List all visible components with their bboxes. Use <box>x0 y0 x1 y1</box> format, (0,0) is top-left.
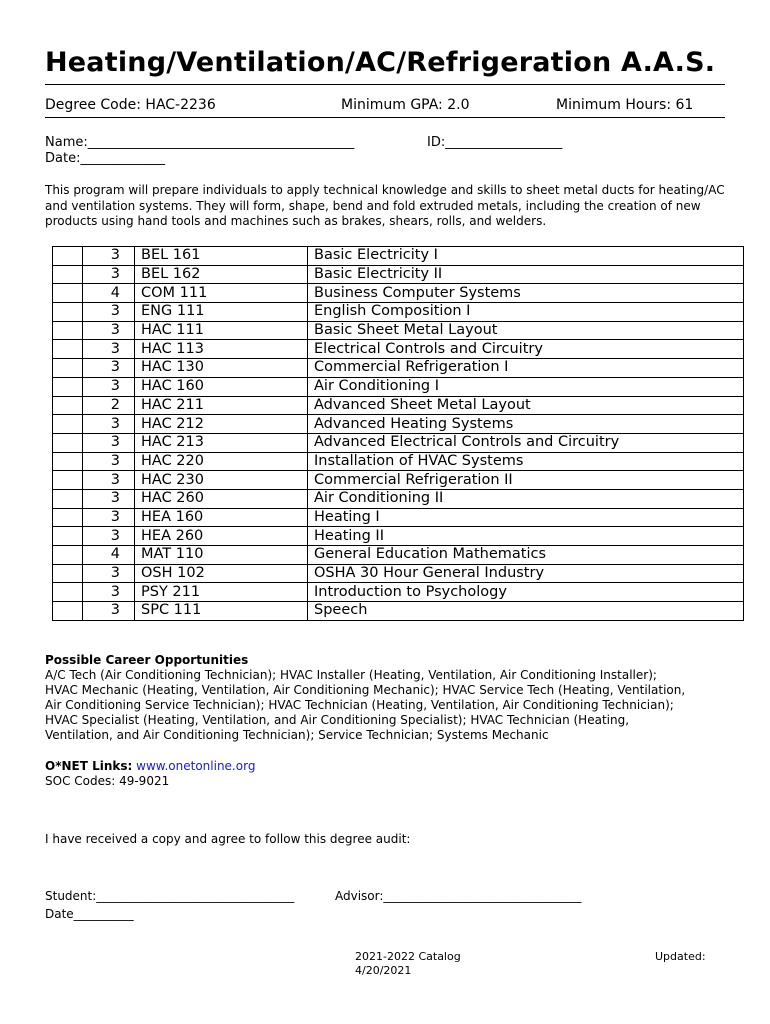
footer-catalog <box>355 950 461 978</box>
course-checkbox-cell[interactable] <box>53 284 83 303</box>
course-checkbox-cell[interactable] <box>53 583 83 602</box>
course-row <box>53 303 744 322</box>
course-row <box>53 452 744 471</box>
course-row <box>53 471 744 490</box>
course-row <box>53 546 744 565</box>
minimum-hours: Minimum Hours: 61 <box>556 97 694 113</box>
catalog-date: 4/20/2021 <box>355 964 412 977</box>
course-row <box>53 359 744 378</box>
career-line: A/C Tech (Air Conditioning Technician); HVAC Installer (Heating, Ventilation, Air Conditioning Installer); <box>45 668 657 682</box>
course-checkbox-cell[interactable] <box>53 433 83 452</box>
course-code: HAC 220 <box>135 452 308 471</box>
course-hours: 3 <box>83 452 135 471</box>
career-line: HVAC Specialist (Heating, Ventilation, and Air Conditioning Specialist); HVAC Technician (Heating, <box>45 713 630 727</box>
course-name: General Education Mathematics <box>308 546 744 565</box>
course-row <box>53 527 744 546</box>
course-name: OSHA 30 Hour General Industry <box>308 564 744 583</box>
course-code: HAC 211 <box>135 396 308 415</box>
degree-meta <box>45 97 725 118</box>
course-row <box>53 396 744 415</box>
course-code: HAC 160 <box>135 377 308 396</box>
course-code: ENG 111 <box>135 303 308 322</box>
course-hours: 4 <box>83 284 135 303</box>
footer-updated: Updated: <box>655 950 706 963</box>
course-name: Business Computer Systems <box>308 284 744 303</box>
course-code: HAC 113 <box>135 340 308 359</box>
career-line: HVAC Mechanic (Heating, Ventilation, Air Conditioning Mechanic); HVAC Service Tech (Heating, Ventilation, <box>45 683 686 697</box>
id-field[interactable]: ID:__________________ <box>427 135 563 150</box>
course-name: Basic Electricity I <box>308 247 744 266</box>
course-checkbox-cell[interactable] <box>53 396 83 415</box>
program-description: This program will prepare individuals to apply technical knowledge and skills to sheet metal ducts for heating/AC and ventilation systems. They will form, shape, bend and fold extruded metals, including the creation of new products using hand tools and machines such as brakes, shears, rolls, and welders. <box>45 183 725 228</box>
course-hours: 3 <box>83 527 135 546</box>
onet-section <box>45 759 725 789</box>
course-hours: 3 <box>83 359 135 378</box>
course-name: Heating I <box>308 508 744 527</box>
course-code: OSH 102 <box>135 564 308 583</box>
course-checkbox-cell[interactable] <box>53 508 83 527</box>
course-checkbox-cell[interactable] <box>53 247 83 266</box>
minimum-gpa: Minimum GPA: 2.0 <box>341 97 470 113</box>
name-field[interactable]: Name:_________________________________________ <box>45 135 355 150</box>
course-row <box>53 508 744 527</box>
course-hours: 3 <box>83 471 135 490</box>
course-checkbox-cell[interactable] <box>53 321 83 340</box>
course-code: SPC 111 <box>135 602 308 621</box>
course-checkbox-cell[interactable] <box>53 377 83 396</box>
course-code: HEA 160 <box>135 508 308 527</box>
course-name: Advanced Electrical Controls and Circuitry <box>308 433 744 452</box>
course-hours: 3 <box>83 564 135 583</box>
student-signature-field[interactable]: Student:_________________________________ <box>45 889 295 903</box>
catalog-year: 2021-2022 Catalog <box>355 950 461 963</box>
career-heading: Possible Career Opportunities <box>45 653 249 667</box>
course-row <box>53 433 744 452</box>
course-name: Advanced Heating Systems <box>308 415 744 434</box>
soc-codes: SOC Codes: 49-9021 <box>45 774 170 788</box>
course-row <box>53 247 744 266</box>
course-checkbox-cell[interactable] <box>53 265 83 284</box>
onet-label: O*NET Links: <box>45 759 133 773</box>
course-name: Basic Electricity II <box>308 265 744 284</box>
course-checkbox-cell[interactable] <box>53 546 83 565</box>
course-row <box>53 377 744 396</box>
course-name: Advanced Sheet Metal Layout <box>308 396 744 415</box>
course-code: HAC 111 <box>135 321 308 340</box>
course-checkbox-cell[interactable] <box>53 303 83 322</box>
page-title: Heating/Ventilation/AC/Refrigeration A.A.S. <box>45 44 725 85</box>
course-name: Installation of HVAC Systems <box>308 452 744 471</box>
course-row <box>53 340 744 359</box>
course-hours: 3 <box>83 583 135 602</box>
course-code: HEA 260 <box>135 527 308 546</box>
course-row <box>53 489 744 508</box>
course-code: COM 111 <box>135 284 308 303</box>
course-hours: 3 <box>83 602 135 621</box>
course-checkbox-cell[interactable] <box>53 452 83 471</box>
course-hours: 3 <box>83 340 135 359</box>
course-hours: 3 <box>83 489 135 508</box>
signature-date-field[interactable]: Date__________ <box>45 907 134 921</box>
course-hours: 2 <box>83 396 135 415</box>
onet-link[interactable]: www.onetonline.org <box>136 759 256 773</box>
course-code: PSY 211 <box>135 583 308 602</box>
course-checkbox-cell[interactable] <box>53 340 83 359</box>
course-row <box>53 583 744 602</box>
course-name: English Composition I <box>308 303 744 322</box>
course-table <box>52 246 744 621</box>
course-checkbox-cell[interactable] <box>53 471 83 490</box>
course-row <box>53 415 744 434</box>
course-hours: 3 <box>83 415 135 434</box>
course-name: Air Conditioning II <box>308 489 744 508</box>
course-checkbox-cell[interactable] <box>53 527 83 546</box>
advisor-signature-field[interactable]: Advisor:_________________________________ <box>335 889 582 903</box>
career-opportunities <box>45 653 735 743</box>
course-code: MAT 110 <box>135 546 308 565</box>
agreement-text: I have received a copy and agree to follow this degree audit: <box>45 832 411 846</box>
course-hours: 3 <box>83 321 135 340</box>
course-code: HAC 213 <box>135 433 308 452</box>
course-checkbox-cell[interactable] <box>53 489 83 508</box>
course-hours: 3 <box>83 265 135 284</box>
course-code: HAC 230 <box>135 471 308 490</box>
course-name: Commercial Refrigeration II <box>308 471 744 490</box>
course-code: BEL 161 <box>135 247 308 266</box>
degree-code: Degree Code: HAC-2236 <box>45 97 216 113</box>
course-name: Electrical Controls and Circuitry <box>308 340 744 359</box>
course-code: HAC 260 <box>135 489 308 508</box>
course-checkbox-cell[interactable] <box>53 602 83 621</box>
course-row <box>53 602 744 621</box>
course-row <box>53 265 744 284</box>
course-checkbox-cell[interactable] <box>53 415 83 434</box>
course-name: Commercial Refrigeration I <box>308 359 744 378</box>
course-row <box>53 321 744 340</box>
date-field[interactable]: Date:_____________ <box>45 151 165 166</box>
course-code: BEL 162 <box>135 265 308 284</box>
course-name: Speech <box>308 602 744 621</box>
course-row <box>53 564 744 583</box>
course-name: Introduction to Psychology <box>308 583 744 602</box>
course-code: HAC 130 <box>135 359 308 378</box>
course-name: Heating II <box>308 527 744 546</box>
course-checkbox-cell[interactable] <box>53 564 83 583</box>
course-hours: 3 <box>83 247 135 266</box>
course-hours: 4 <box>83 546 135 565</box>
course-hours: 3 <box>83 303 135 322</box>
course-code: HAC 212 <box>135 415 308 434</box>
course-name: Air Conditioning I <box>308 377 744 396</box>
course-hours: 3 <box>83 508 135 527</box>
course-checkbox-cell[interactable] <box>53 359 83 378</box>
career-line: Air Conditioning Service Technician); HVAC Technician (Heating, Ventilation, Air Conditioning Technician); <box>45 698 674 712</box>
course-hours: 3 <box>83 377 135 396</box>
course-row <box>53 284 744 303</box>
course-name: Basic Sheet Metal Layout <box>308 321 744 340</box>
career-line: Ventilation, and Air Conditioning Technician); Service Technician; Systems Mechanic <box>45 728 549 742</box>
course-hours: 3 <box>83 433 135 452</box>
